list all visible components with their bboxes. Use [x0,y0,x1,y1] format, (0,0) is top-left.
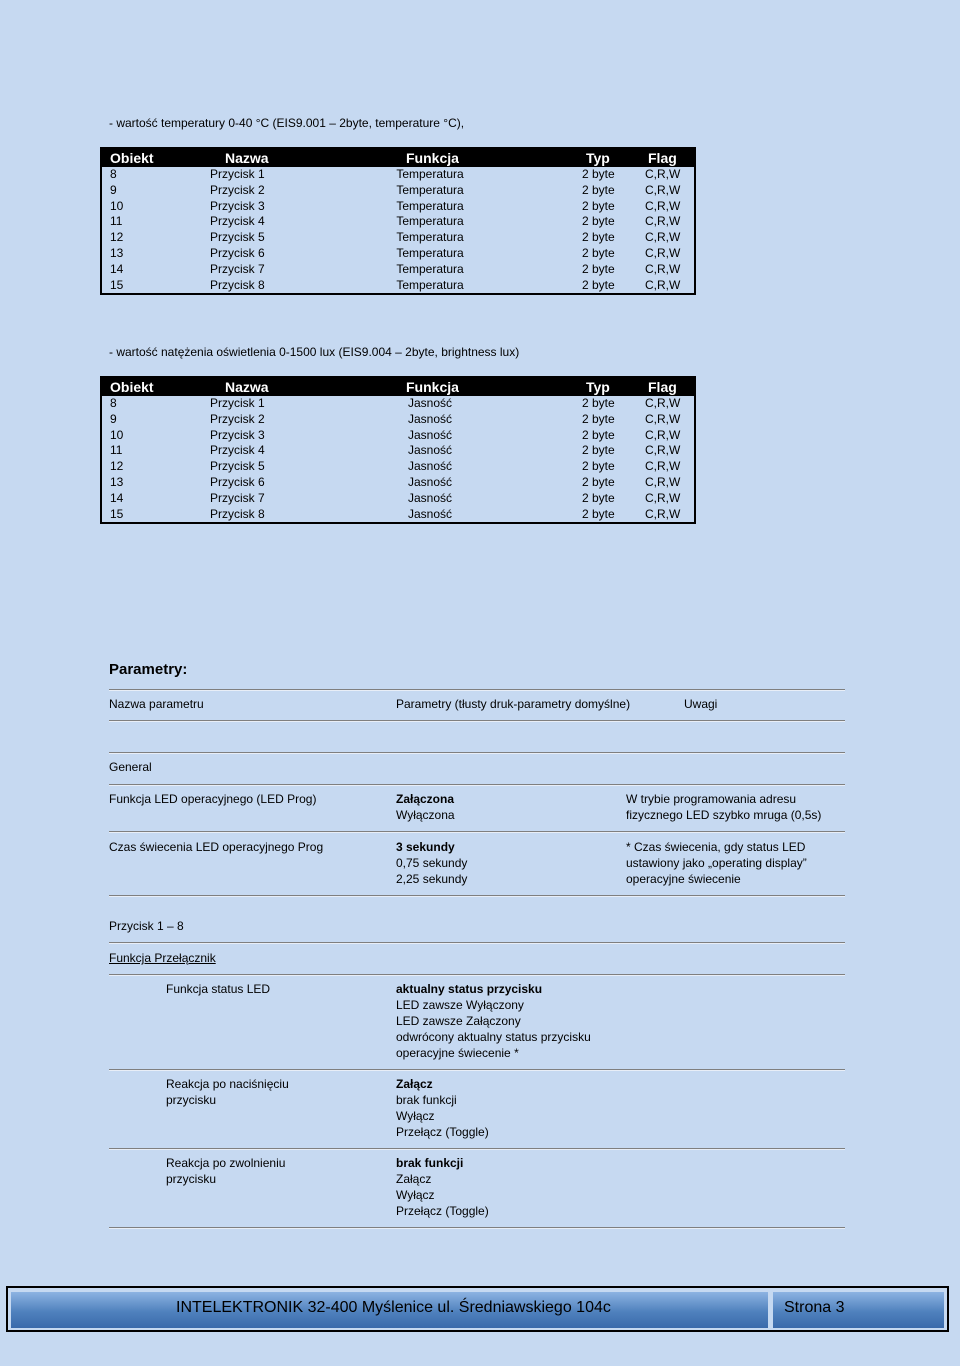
divider [109,1069,845,1071]
table-row [102,428,694,444]
param-release-label: przycisku [166,1172,217,1186]
table-body [102,167,694,293]
param-status-led-option: LED zawsze Wyłączony [396,998,524,1012]
col-header-params: Parametry (tłusty druk-parametry domyślne) [396,697,631,711]
cell-flag: C,R,W [645,167,681,181]
table-row [102,167,694,183]
table-body [102,396,694,522]
table-row [102,278,694,294]
param-led-time-note: ustawiony jako „operating display” [626,856,807,870]
param-release-option: Załącz [396,1172,432,1186]
table-row [102,459,694,475]
divider [109,784,845,786]
cell-funkcja: Temperatura [396,230,464,245]
divider [109,1148,845,1150]
cell-funkcja: Temperatura [396,214,464,229]
cell-nazwa: Przycisk 4 [210,214,265,229]
section-switch-function: Funkcja Przełącznik [109,951,216,965]
cell-obiekt: 11 [110,443,123,458]
cell-typ: 2 byte [582,214,615,229]
param-status-led-option: LED zawsze Załączony [396,1014,521,1028]
col-header-notes: Uwagi [684,697,718,711]
cell-typ: 2 byte [582,427,615,442]
table-row [102,262,694,278]
cell-nazwa: Przycisk 5 [210,230,265,245]
table-row [102,214,694,230]
cell-flag: C,R,W [645,474,681,489]
divider [109,831,845,833]
divider [109,720,845,722]
param-led-time-label: Czas świecenia LED operacyjnego Prog [109,840,324,854]
cell-funkcja: Jasność [407,427,453,442]
divider [109,689,845,691]
table-row [102,443,694,459]
cell-funkcja: Jasność [407,396,453,410]
cell-flag: C,R,W [645,427,681,442]
cell-flag: C,R,W [645,506,681,521]
cell-obiekt: 13 [110,474,124,489]
header-nazwa: Nazwa [225,379,269,395]
cell-nazwa: Przycisk 1 [210,167,265,181]
cell-flag: C,R,W [645,443,681,458]
header-nazwa: Nazwa [225,150,269,166]
cell-funkcja: Jasność [407,411,453,426]
cell-funkcja: Temperatura [396,182,464,197]
table-row [102,199,694,215]
table-row [102,183,694,199]
intro-temperature-text: - wartość temperatury 0-40 °C (EIS9.001 – 2byte, temperature °C), [109,116,465,130]
param-led-func-note: fizycznego LED szybko mruga (0,5s) [626,808,822,822]
intro-brightness-text: - wartość natężenia oświetlenia 0-1500 lux (EIS9.004 – 2byte, brightness lux) [109,345,520,359]
cell-obiekt: 14 [110,490,124,505]
param-status-led-default: aktualny status przycisku [396,982,543,996]
cell-typ: 2 byte [582,506,615,521]
param-release-option: Przełącz (Toggle) [396,1204,489,1218]
cell-nazwa: Przycisk 7 [210,490,265,505]
cell-nazwa: Przycisk 2 [210,411,265,426]
cell-typ: 2 byte [582,245,615,260]
cell-obiekt: 15 [110,506,124,521]
table-row [102,230,694,246]
cell-funkcja: Temperatura [396,245,464,260]
cell-funkcja: Temperatura [396,167,464,181]
table-row [102,246,694,262]
param-press-option: brak funkcji [396,1093,457,1107]
cell-obiekt: 13 [110,245,124,260]
cell-flag: C,R,W [645,261,681,276]
cell-typ: 2 byte [582,182,615,197]
cell-nazwa: Przycisk 5 [210,459,265,474]
cell-flag: C,R,W [645,459,681,474]
cell-typ: 2 byte [582,396,615,410]
param-press-default: Załącz [396,1077,433,1091]
param-led-func-note: W trybie programowania adresu [626,792,797,806]
cell-nazwa: Przycisk 6 [210,474,265,489]
divider [109,895,845,897]
cell-obiekt: 9 [110,411,117,426]
header-flag: Flag [648,379,677,395]
param-release-label: Reakcja po zwolnieniu [166,1156,286,1170]
cell-typ: 2 byte [582,198,615,213]
cell-nazwa: Przycisk 8 [210,506,265,521]
param-release-default: brak funkcji [396,1156,464,1170]
table-row [102,491,694,507]
cell-flag: C,R,W [645,198,681,213]
section-general: General [109,760,152,774]
param-led-func-option: Wyłączona [396,808,455,822]
cell-obiekt: 10 [110,427,124,442]
param-led-func-default: Załączona [396,792,455,806]
cell-typ: 2 byte [582,277,615,292]
cell-typ: 2 byte [582,230,615,245]
header-typ: Typ [586,379,610,395]
cell-flag: C,R,W [645,245,681,260]
header-obiekt: Obiekt [110,150,154,166]
cell-nazwa: Przycisk 3 [210,198,265,213]
param-press-label: Reakcja po naciśnięciu [166,1077,289,1091]
cell-funkcja: Temperatura [396,277,464,292]
cell-typ: 2 byte [582,490,615,505]
cell-flag: C,R,W [645,396,681,410]
cell-nazwa: Przycisk 4 [210,443,265,458]
param-led-time-option: 0,75 sekundy [396,856,468,870]
header-obiekt: Obiekt [110,379,154,395]
cell-nazwa: Przycisk 7 [210,261,265,276]
cell-typ: 2 byte [582,167,615,181]
table-header [102,149,694,167]
param-status-led-label: Funkcja status LED [166,982,271,996]
cell-funkcja: Jasność [407,490,453,505]
table-row [102,396,694,412]
cell-obiekt: 8 [110,167,117,181]
cell-obiekt: 11 [110,214,123,229]
cell-flag: C,R,W [645,277,681,292]
cell-flag: C,R,W [645,230,681,245]
cell-obiekt: 12 [110,459,124,474]
cell-typ: 2 byte [582,443,615,458]
param-press-label: przycisku [166,1093,217,1107]
brightness-objects-table [100,376,696,524]
cell-obiekt: 14 [110,261,124,276]
header-funkcja: Funkcja [406,150,459,166]
cell-nazwa: Przycisk 1 [210,396,265,410]
table-row [102,507,694,523]
divider [109,942,845,944]
param-status-led-option: operacyjne świecenie * [396,1046,519,1060]
cell-typ: 2 byte [582,261,615,276]
cell-flag: C,R,W [645,490,681,505]
section-buttons: Przycisk 1 – 8 [109,919,184,933]
cell-obiekt: 9 [110,182,117,197]
cell-funkcja: Jasność [407,459,453,474]
param-led-time-default: 3 sekundy [396,840,455,854]
divider [109,974,845,976]
param-press-option: Wyłącz [396,1109,435,1123]
header-funkcja: Funkcja [406,379,459,395]
cell-funkcja: Jasność [407,443,453,458]
cell-nazwa: Przycisk 6 [210,245,265,260]
cell-obiekt: 10 [110,198,124,213]
param-led-func-label: Funkcja LED operacyjnego (LED Prog) [109,792,317,806]
cell-obiekt: 12 [110,230,124,245]
table-header [102,378,694,396]
table-row [102,412,694,428]
param-led-time-note: * Czas świecenia, gdy status LED [626,840,806,854]
cell-funkcja: Jasność [407,506,453,521]
cell-flag: C,R,W [645,182,681,197]
divider [109,752,845,754]
footer-page-number: Strona 3 [784,1299,845,1316]
cell-flag: C,R,W [645,214,681,229]
col-header-name: Nazwa parametru [109,697,204,711]
cell-nazwa: Przycisk 8 [210,277,265,292]
header-flag: Flag [648,150,677,166]
param-status-led-option: odwrócony aktualny status przycisku [396,1030,591,1044]
param-release-option: Wyłącz [396,1188,435,1202]
cell-typ: 2 byte [582,459,615,474]
table-row [102,475,694,491]
cell-typ: 2 byte [582,411,615,426]
cell-obiekt: 8 [110,396,117,410]
cell-funkcja: Temperatura [396,198,464,213]
footer-company-text: INTELEKTRONIK 32-400 Myślenice ul. Średniawskiego 104c [176,1299,611,1316]
cell-flag: C,R,W [645,411,681,426]
param-led-time-note: operacyjne świecenie [626,872,741,886]
divider [109,1227,845,1229]
param-press-option: Przełącz (Toggle) [396,1125,489,1139]
parameters-title: Parametry: [109,661,188,678]
cell-nazwa: Przycisk 3 [210,427,265,442]
cell-obiekt: 15 [110,277,124,292]
cell-funkcja: Temperatura [396,261,464,276]
param-led-time-option: 2,25 sekundy [396,872,468,886]
cell-funkcja: Jasność [407,474,453,489]
header-typ: Typ [586,150,610,166]
cell-nazwa: Przycisk 2 [210,182,265,197]
temperature-objects-table [100,147,696,295]
cell-typ: 2 byte [582,474,615,489]
